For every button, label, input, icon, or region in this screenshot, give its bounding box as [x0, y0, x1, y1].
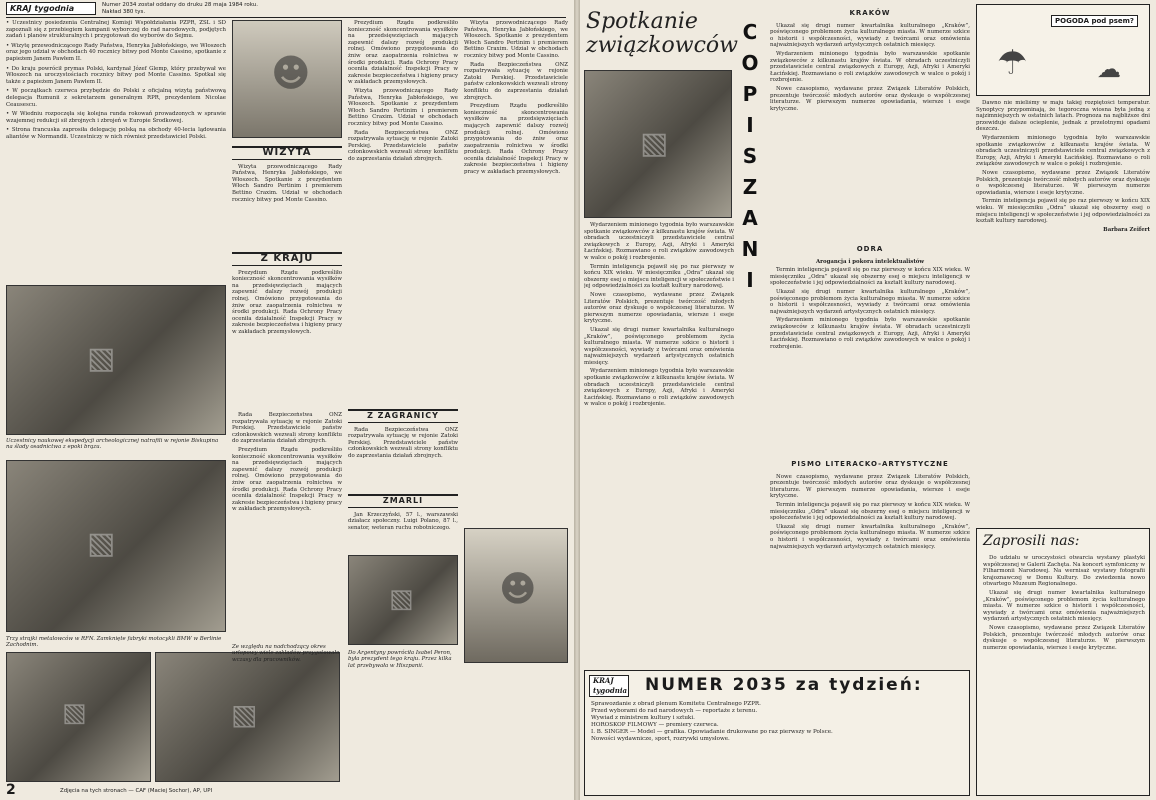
news-item: • W początkach czerwca przybędzie do Polski z oficjalną wizytą państwową delegacja Rumunii z sekretarzem generalnym RPR, prezydentem Nicolae Ceausescu.: [6, 88, 226, 108]
section-text: Wizyta przewodniczącego Rady Państwa, Henryka Jabłońskiego, we Włoszech. Spotkanie z prezydentem Włoch Sandro Pertinim i premierem Bettino Craxim. Udział w obchodach rocznicy bitwy pod Monte Cassino.: [348, 87, 458, 127]
section-text: Dawno nie mieliśmy w maju takiej rozpiętości temperatur. Synoptycy przypominają, że tegoroczna wiosna była jedną z najzimniejszych w ostatnich latach. Prognoza na najbliższe dni przewiduje dalsze ocieplenie, jednak z przelotnymi opadami deszczu.: [976, 100, 1150, 133]
section-text: Wizyta przewodniczącego Rady Państwa, Henryka Jabłońskiego, we Włoszech. Spotkanie z prezydentem Włoch Sandro Pertinim i premierem Bettino Craxim. Udział w obchodach rocznicy bitwy pod Monte Cassino.: [232, 163, 342, 203]
pismo-section: [770, 455, 970, 665]
next-issue-title: NUMER 2035 za tydzień:: [645, 675, 923, 695]
page-number: 2: [6, 782, 16, 798]
article-text: Wydarzeniem minionego tygodnia było warszawskie spotkanie związkowców z kilkunastu krajów świata. W obradach uczestniczyli przedstawiciele central związkowych z Europy, Azji, Afryki i Ameryki Łacińskiej. Rozmawiano o roli związków zawodowych w walce o pokój i rozbrojenie.: [584, 222, 734, 261]
next-issue-item: Przed wyborami do rad narodowych — reportaże z terenu.: [591, 708, 758, 714]
odra-section: [770, 240, 970, 450]
section-text: Rada Bezpieczeństwa ONZ rozpatrywała sytuację w rejonie Zatoki Perskiej. Przedstawiciele państw członkowskich wezwali strony konfliktu do zaprzestania działań zbrojnych.: [348, 129, 458, 162]
cartoon-sign: POGODA pod psem?: [1051, 15, 1138, 27]
photo-placeholder-icon: ▧: [231, 698, 258, 731]
section-text: Prezydium Rządu podkreśliło konieczność skoncentrowania wysiłków na przedsięwzięciach mających zapewnić dalszy rozwój produkcji rolnej. Omówiono przygotowania do żniw oraz zaopatrzenia rolnictwa w środki produkcji. Rada Ochrony Pracy oceniła działalność Inspekcji Pracy w zakresie bezpieczeństwa i higieny pracy w zakładach przemysłowych.: [464, 103, 568, 176]
section-text: Termin inteligencja pojawił się po raz pierwszy w końcu XIX wieku. W miesięczniku „Odra” ukazał się obszerny esej o miejscu inteligencji w społeczeństwie i jej odpowiedzialności za kształt kultury narodowej.: [770, 501, 970, 522]
portrait-photo: [232, 20, 342, 138]
section-text: Nowe czasopismo, wydawane przez Związek Literatów Polskich, prezentuje twórczość młodych autorów oraz dyskusje o współczesnej literaturze. W pierwszym numerze opowiadania, wiersze i eseje krytyczne.: [770, 85, 970, 112]
news-item: • Wizytę przewodniczącego Rady Państwa, Henryka Jabłońskiego, we Włoszech oraz jego udział w obchodach 40 rocznicy bitwy pod Monte Cassino, spotkanie z papieżem Janem Pawłem II.: [6, 42, 226, 62]
right-page: [580, 0, 1156, 800]
section-text: Jan Krzeczyński, 57 l., warszawski działacz społeczny. Luigi Polano, 87 l., senator, weteran ruchu robotniczego.: [348, 511, 458, 531]
copiszani-title: COPISZANI: [738, 20, 762, 299]
section-title: ZMARLI: [348, 494, 458, 508]
section-text: Nowe czasopismo, wydawane przez Związek Literatów Polskich, prezentuje twórczość młodych autorów oraz dyskusje o współczesnej literaturze. W pierwszym numerze opowiadania, wiersze i eseje krytyczne.: [983, 624, 1145, 651]
section-text: Prezydium Rządu podkreśliło konieczność skoncentrowania wysiłków na przedsięwzięciach mających zapewnić dalszy rozwój produkcji rolnej. Omówiono przygotowania do żniw oraz zaopatrzenia rolnictwa w środki produkcji. Rada Ochrony Pracy oceniła działalność Inspekcji Pracy w zakresie bezpieczeństwa i higieny pracy w zakładach przemysłowych.: [348, 20, 458, 86]
news-column-2: [348, 20, 458, 400]
section-text: Termin inteligencja pojawił się po raz pierwszy w końcu XIX wieku. W miesięczniku „Odra” ukazał się obszerny esej o miejscu inteligencji w społeczeństwie i jej odpowiedzialności za kształt kultury narodowej.: [770, 267, 970, 287]
section-title: PISMO LITERACKO-ARTYSTYCZNE: [791, 460, 949, 468]
section-title: KRAKÓW: [849, 9, 891, 17]
next-issue-item: Nowości wydawnicze, sport, rozrywki umysłowe.: [591, 736, 730, 742]
section-title: ODRA: [856, 245, 884, 253]
article-text: Wydarzeniem minionego tygodnia było warszawskie spotkanie związkowców z kilkunastu krajów świata. W obradach uczestniczyli przedstawiciele central związkowych z Europy, Azji, Afryki i Ameryki Łacińskiej. Rozmawiano o roli związków zawodowych w walce o pokój i rozbrojenie.: [584, 368, 734, 408]
next-issue-item: Wywiad z ministrem kultury i sztuki.: [591, 715, 695, 721]
section-text: Termin inteligencja pojawił się po raz pierwszy w końcu XIX wieku. W miesięczniku „Odra” ukazał się obszerny esej o miejscu inteligencji w społeczeństwie i jej odpowiedzialności za kształt kultury narodowej.: [976, 198, 1150, 225]
next-issue-box: [584, 670, 970, 796]
photo-placeholder-icon: ▧: [87, 341, 116, 376]
section-text: Rada Bezpieczeństwa ONZ rozpatrywała sytuację w rejonie Zatoki Perskiej. Przedstawiciele państw członkowskich wezwali strony konfliktu do zaprzestania działań zbrojnych.: [464, 61, 568, 101]
magazine-logo: KRAJ tygodnia: [6, 2, 96, 15]
wizyta-section: [232, 142, 342, 242]
weather-cartoon: [976, 4, 1150, 96]
section-title: Z KRAJU: [232, 252, 342, 266]
top-rule: [6, 17, 566, 18]
photo-caption: Ze względu na nadchodzący okres urlopowy wiele zakładów przygotowało wczasy dla pracowników.: [232, 644, 340, 663]
z-kraju-section: [232, 248, 342, 406]
section-text: Do udziału w uroczystości otwarcia wystawy plastyki współczesnej w Galerii Zachęta. Na koncert symfoniczny w Filharmonii Narodowej. Na wernisaż wystawy fotografii krajoznawczej w Domu Kultury. Do zwiedzenia nowo otwartego Muzeum Regionalnego.: [983, 555, 1145, 588]
article-text: Ukazał się drugi numer kwartalnika kulturalnego „Kraków”, poświęconego problemom życia kulturalnego miasta. W numerze szkice o historii i współczesności, wywiady z twórcami oraz omówienia najważniejszych wydarzeń artystycznych ostatnich miesięcy.: [584, 326, 734, 366]
cloud-icon: ☁: [1097, 55, 1121, 83]
zaprosili-text-block: [983, 555, 1145, 791]
left-page: [0, 0, 574, 800]
section-text: Ukazał się drugi numer kwartalnika kulturalnego „Kraków”, poświęconego problemom życia kulturalnego miasta. W numerze szkice o historii i współczesności, wywiady z twórcami oraz omówienia najważniejszych wydarzeń artystycznych ostatnich miesięcy.: [983, 589, 1145, 623]
spotkanie-title: Spotkanie związkowców: [586, 9, 738, 58]
issue-meta: Numer 2034 został oddany do druku 28 maja 1984 roku. Nakład 380 tys.: [102, 2, 258, 15]
article-text: Termin inteligencja pojawił się po raz pierwszy w końcu XIX wieku. W miesięczniku „Odra” ukazał się obszerny esej o miejscu inteligencji w społeczeństwie i jej odpowiedzialności za kształt kultury narodowej.: [584, 263, 734, 290]
news-item: • Do kraju powrócił prymas Polski, kardynał Józef Glemp, który przebywał we Włoszech na uroczystościach rocznicy bitwy pod Monte Cassino. Spotkał się także z papieżem Janem Pawłem II.: [6, 65, 226, 85]
section-text: Nowe czasopismo, wydawane przez Związek Literatów Polskich, prezentuje twórczość młodych autorów oraz dyskusje o współczesnej literaturze. W pierwszym numerze opowiadania, wiersze i eseje krytyczne.: [976, 169, 1150, 196]
news-column-1: [6, 20, 226, 278]
news-item: • Strona francuska zaprosiła delegację polską na obchody 40-lecia lądowania aliantów w Normandii. Uczestniczy w nich również przedstawiciel Polski.: [6, 127, 226, 140]
section-text: Wizyta przewodniczącego Rady Państwa, Henryka Jabłońskiego, we Włoszech. Spotkanie z prezydentem Włoch Sandro Pertinim i premierem Bettino Craxim. Udział w obchodach rocznicy bitwy pod Monte Cassino.: [464, 20, 568, 59]
section-text: Prezydium Rządu podkreśliło konieczność skoncentrowania wysiłków na przedsięwzięciach mających zapewnić dalszy rozwój produkcji rolnej. Omówiono przygotowania do żniw oraz zaopatrzenia rolnictwa w środki produkcji. Rada Ochrony Pracy oceniła działalność Inspekcji Pracy w zakresie bezpieczeństwa i higieny pracy w zakładach przemysłowych.: [232, 269, 342, 335]
section-text: Prezydium Rządu podkreśliło konieczność skoncentrowania wysiłków na przedsięwzięciach mających zapewnić dalszy rozwój produkcji rolnej. Omówiono przygotowania do żniw oraz zaopatrzenia rolnictwa w środki produkcji. Rada Ochrony Pracy oceniła działalność Inspekcji Pracy w zakresie bezpieczeństwa i higieny pracy w zakładach przemysłowych.: [232, 446, 342, 513]
section-title: WIZYTA: [232, 146, 342, 160]
section-subtitle: Arogancja i pokora intelektualistów: [815, 258, 925, 265]
next-issue-item: Sprawozdanie z obrad plenum Komitetu Centralnego PZPR.: [591, 701, 761, 707]
spotkanie-article: [584, 222, 734, 662]
photo-caption: Trzy strajki metalowców w RFN. Zamknięte fabryki motocykli BMW w Berlinie Zachodnim.: [6, 636, 222, 649]
section-text: Rada Bezpieczeństwa ONZ rozpatrywała sytuację w rejonie Zatoki Perskiej. Przedstawiciele państw członkowskich wezwali strony konfliktu do zaprzestania działań zbrojnych.: [348, 426, 458, 459]
group-photo: [348, 555, 458, 645]
krakow-section: [770, 4, 970, 236]
article-author: Barbara Zeifert: [1103, 226, 1150, 233]
person-icon: ☻: [499, 569, 537, 610]
news-column-4: [464, 20, 568, 520]
photo-placeholder-icon: ▧: [389, 584, 414, 614]
section-title: Z ZAGRANICY: [348, 409, 458, 423]
workers-photo: [6, 652, 151, 782]
news-column-3: [232, 412, 342, 640]
union-meeting-photo: [584, 70, 732, 218]
zaprosili-title: Zaprosili nas:: [983, 533, 1080, 549]
factory-photo: [6, 460, 226, 632]
section-text: Wydarzeniem minionego tygodnia było warszawskie spotkanie związkowców z kilkunastu krajów świata. W obradach uczestniczyli przedstawiciele central związkowych z Europy, Azji, Afryki i Ameryki Łacińskiej. Rozmawiano o roli związków zawodowych w walce o pokój i rozbrojenie.: [770, 50, 970, 84]
next-issue-item: I. B. SINGER — Model — grafika. Opowiadanie drukowane po raz pierwszy w Polsce.: [591, 729, 833, 735]
article-text: Nowe czasopismo, wydawane przez Związek Literatów Polskich, prezentuje twórczość młodych autorów oraz dyskusje o współczesnej literaturze. W pierwszym numerze opowiadania, wiersze i eseje krytyczne.: [584, 291, 734, 325]
section-text: Nowe czasopismo, wydawane przez Związek Literatów Polskich, prezentuje twórczość młodych autorów oraz dyskusje o współczesnej literaturze. W pierwszym numerze opowiadania, wiersze i eseje krytyczne.: [770, 473, 970, 500]
photo-placeholder-icon: ▧: [640, 126, 669, 161]
photo-caption: Uczestnicy naukowej ekspedycji archeologicznej natrafili w rejonie Biskupina na ślady osadnictwa z epoki brązu.: [6, 438, 219, 451]
photo-placeholder-icon: ▧: [62, 698, 87, 728]
next-issue-list: [591, 701, 965, 793]
next-issue-item: HOROSKOP FILMOWY — premiery czerwca.: [591, 722, 719, 728]
news-item: • Uczestnicy posiedzenia Centralnej Komisji Współdziałania PZPR, ZSL i SD zapoznali się z przebiegiem kampanii wyborczej do rad narodowych, podjętych zadań i planów strukturalnych i przygotowań do wyborów do Sejmu.: [6, 20, 226, 40]
person-icon: ☻: [271, 51, 311, 95]
peron-photo: [155, 652, 340, 782]
section-text: Ukazał się drugi numer kwartalnika kulturalnego „Kraków”, poświęconego problemom życia kulturalnego miasta. W numerze szkice o historii i współczesności, wywiady z twórcami oraz omówienia najważniejszych wydarzeń artystycznych ostatnich miesięcy.: [770, 523, 970, 550]
section-text: Wydarzeniem minionego tygodnia było warszawskie spotkanie związkowców z kilkunastu krajów świata. W obradach uczestniczyli przedstawiciele central związkowych z Europy, Azji, Afryki i Ameryki Łacińskiej. Rozmawiano o roli związków zawodowych w walce o pokój i rozbrojenie.: [770, 317, 970, 350]
section-text: Rada Bezpieczeństwa ONZ rozpatrywała sytuację w rejonie Zatoki Perskiej. Przedstawiciele państw członkowskich wezwali strony konfliktu do zaprzestania działań zbrojnych.: [232, 412, 342, 445]
section-text: Wydarzeniem minionego tygodnia było warszawskie spotkanie związkowców z kilkunastu krajów świata. W obradach uczestniczyli przedstawiciele central związkowych z Europy, Azji, Afryki i Ameryki Łacińskiej. Rozmawiano o roli związków zawodowych w walce o pokój i rozbrojenie.: [976, 134, 1150, 168]
photo-caption: Do Argentyny powróciła Isabel Peron, była prezydent tego kraju. Przez kilka lat przebywała w Hiszpanii.: [348, 650, 452, 669]
section-text: Ukazał się drugi numer kwartalnika kulturalnego „Kraków”, poświęconego problemom życia kulturalnego miasta. W numerze szkice o historii i współczesności, wywiady z twórcami oraz omówienia najważniejszych wydarzeń artystycznych ostatnich miesięcy.: [770, 288, 970, 315]
zaprosili-box: [976, 528, 1150, 796]
zmarli-section: [348, 490, 458, 550]
photo-credit: Zdjęcia na tych stronach — CAF (Maciej Sochor), AP, UPI: [60, 788, 213, 794]
masthead: [6, 2, 566, 16]
section-text: Ukazał się drugi numer kwartalnika kulturalnego „Kraków”, poświęconego problemom życia kulturalnego miasta. W numerze szkice o historii i współczesności, wywiady z twórcami oraz omówienia najważniejszych wydarzeń artystycznych ostatnich miesięcy.: [770, 22, 970, 49]
weather-article: [976, 100, 1150, 520]
archaeology-photo: [6, 285, 226, 435]
photo-placeholder-icon: ▧: [87, 526, 116, 561]
z-zagranicy-section: [348, 405, 458, 485]
news-item: • W Wiedniu rozpoczęła się kolejna runda rokowań prowadzonych w sprawie wzajemnej redukcji sił zbrojnych i zbrojeń w Europie Środkowej.: [6, 111, 226, 124]
dog-icon: ☂: [997, 43, 1028, 83]
magazine-logo: KRAJ tygodnia: [589, 675, 629, 697]
portrait-photo-2: [464, 528, 568, 663]
